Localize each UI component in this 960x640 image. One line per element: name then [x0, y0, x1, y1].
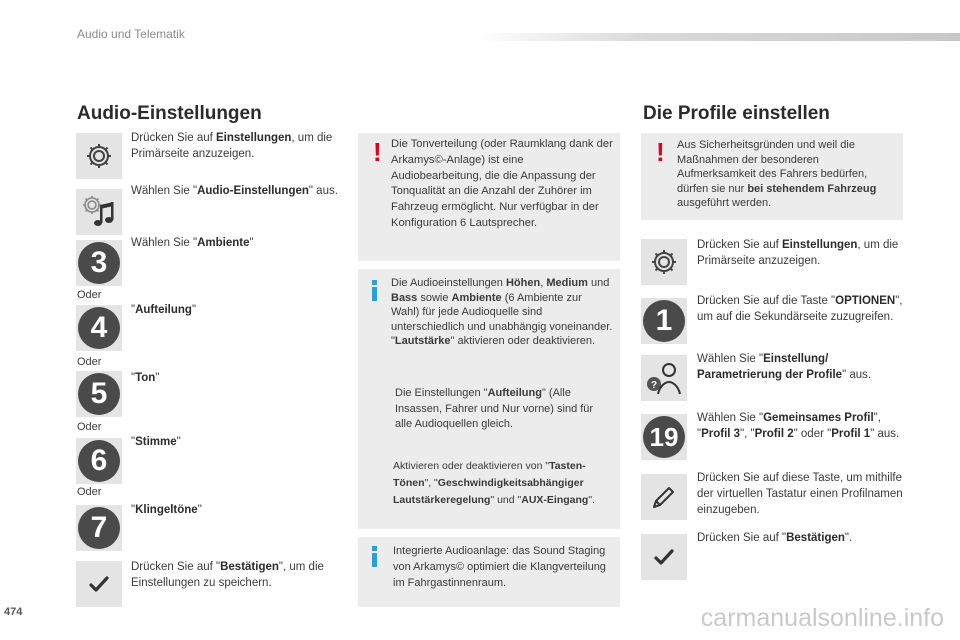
middle-info1c-text: Aktivieren oder deaktivieren von "Tasten-Tönen", "Geschwindigkeitsabhängiger Lautstärkeregelung" und "AUX-Eingang".	[393, 460, 596, 506]
oder-label: Oder	[77, 356, 102, 368]
settings-button-left[interactable]	[76, 133, 122, 179]
right-title: Die Profile einstellen	[643, 103, 830, 124]
audio-settings-button[interactable]	[76, 189, 122, 235]
left-step4-text: "Aufteilung"	[131, 304, 197, 316]
step-19-badge: 19	[641, 414, 687, 460]
confirm-button-right[interactable]	[641, 534, 687, 580]
middle-info1b-text: Die Einstellungen "Aufteilung" (Alle Insassen, Fahrer und Nur vorne) sind für alle Audioquellen gleich.	[395, 387, 594, 430]
right-warning-text: Aus Sicherheitsgründen und weil die Maßnahmen der besonderen Aufmerksamkeit des Fahrers bedürfen, dürfen sie nur bei stehendem Fahrzeug ausgeführt werden.	[677, 139, 877, 209]
step-5-badge: 5	[76, 371, 122, 417]
oder-label: Oder	[77, 289, 102, 301]
confirm-button-left[interactable]	[76, 561, 122, 607]
oder-label: Oder	[77, 486, 102, 498]
left-step2-text: Wählen Sie "Audio-Einstellungen" aus.	[131, 185, 338, 197]
right-step6-text: Drücken Sie auf "Bestätigen".	[697, 532, 853, 544]
checkmark-icon	[653, 546, 675, 568]
right-step1-text: Drücken Sie auf Einstellungen, um die Primärseite anzuzeigen.	[697, 239, 899, 267]
right-step3-text: Wählen Sie "Einstellung/ Parametrierung der Profile" aus.	[697, 353, 872, 381]
step-3-badge: 3	[76, 240, 122, 286]
middle-warning-text: Die Tonverteilung (oder Raumklang dank der Arkamys©-Anlage) ist eine Audiobearbeitung, die die Anpassung der Tonqualität an die Anzahl der Zuhörer im Fahrzeug ermöglicht. Nur verfügbar in der Konfiguration 6 Lautsprecher.	[391, 138, 613, 229]
left-step7-text: "Klingeltöne"	[131, 504, 202, 516]
warning-icon: !	[656, 137, 665, 167]
middle-info2-text: Integrierte Audioanlage: das Sound Staging von Arkamys© optimiert die Klangverteilung im Fahrgastinnenraum.	[393, 545, 606, 589]
checkmark-icon	[88, 573, 110, 595]
step-6-badge: 6	[76, 438, 122, 484]
edit-name-button[interactable]	[641, 474, 687, 520]
section-header: Audio und Telematik	[77, 27, 185, 41]
info-icon	[372, 546, 377, 566]
right-step5-text: Drücken Sie auf diese Taste, um mithilfe der virtuellen Tastatur einen Profilnamen einzugeben.	[697, 472, 903, 516]
svg-text:?: ?	[650, 380, 658, 391]
middle-info1-text: Die Audioeinstellungen Höhen, Medium und Bass sowie Ambiente (6 Ambiente zur Wahl) für jede Audioquelle sind unterschiedlich und unabhängig voneinander. "Lautstärke" aktivieren oder deaktivieren.	[391, 277, 613, 347]
page-number: 474	[4, 606, 23, 618]
gear-music-icon	[80, 193, 118, 231]
warning-icon: !	[373, 137, 382, 167]
step-7-badge: 7	[76, 505, 122, 551]
right-step2-text: Drücken Sie auf die Taste "OPTIONEN", um auf die Sekundärseite zuzugreifen.	[697, 295, 903, 323]
left-step5-text: "Ton"	[131, 372, 160, 384]
pencil-icon	[649, 482, 679, 512]
left-step6-text: "Stimme"	[131, 436, 181, 448]
left-step8-text: Drücken Sie auf "Bestätigen", um die Einstellungen zu speichern.	[131, 561, 324, 589]
left-step3-text: Wählen Sie "Ambiente"	[131, 237, 254, 249]
profile-settings-button[interactable]	[641, 355, 687, 401]
step-1-badge: 1	[641, 298, 687, 344]
right-step4-text: Wählen Sie "Gemeinsames Profil", "Profil 3", "Profil 2" oder "Profil 1" aus.	[697, 412, 900, 440]
left-title: Audio-Einstellungen	[77, 103, 262, 124]
info-icon	[372, 280, 377, 300]
gear-icon	[82, 139, 116, 173]
gear-icon	[647, 245, 681, 279]
profile-question-icon	[644, 358, 684, 398]
settings-button-right[interactable]	[641, 239, 687, 285]
header-bar	[475, 33, 960, 41]
watermark: carmanualsonline.info	[700, 604, 944, 632]
oder-label: Oder	[77, 421, 102, 433]
step-4-badge: 4	[76, 305, 122, 351]
left-step1-text: Drücken Sie auf Einstellungen, um die Primärseite anzuzeigen.	[131, 132, 333, 160]
